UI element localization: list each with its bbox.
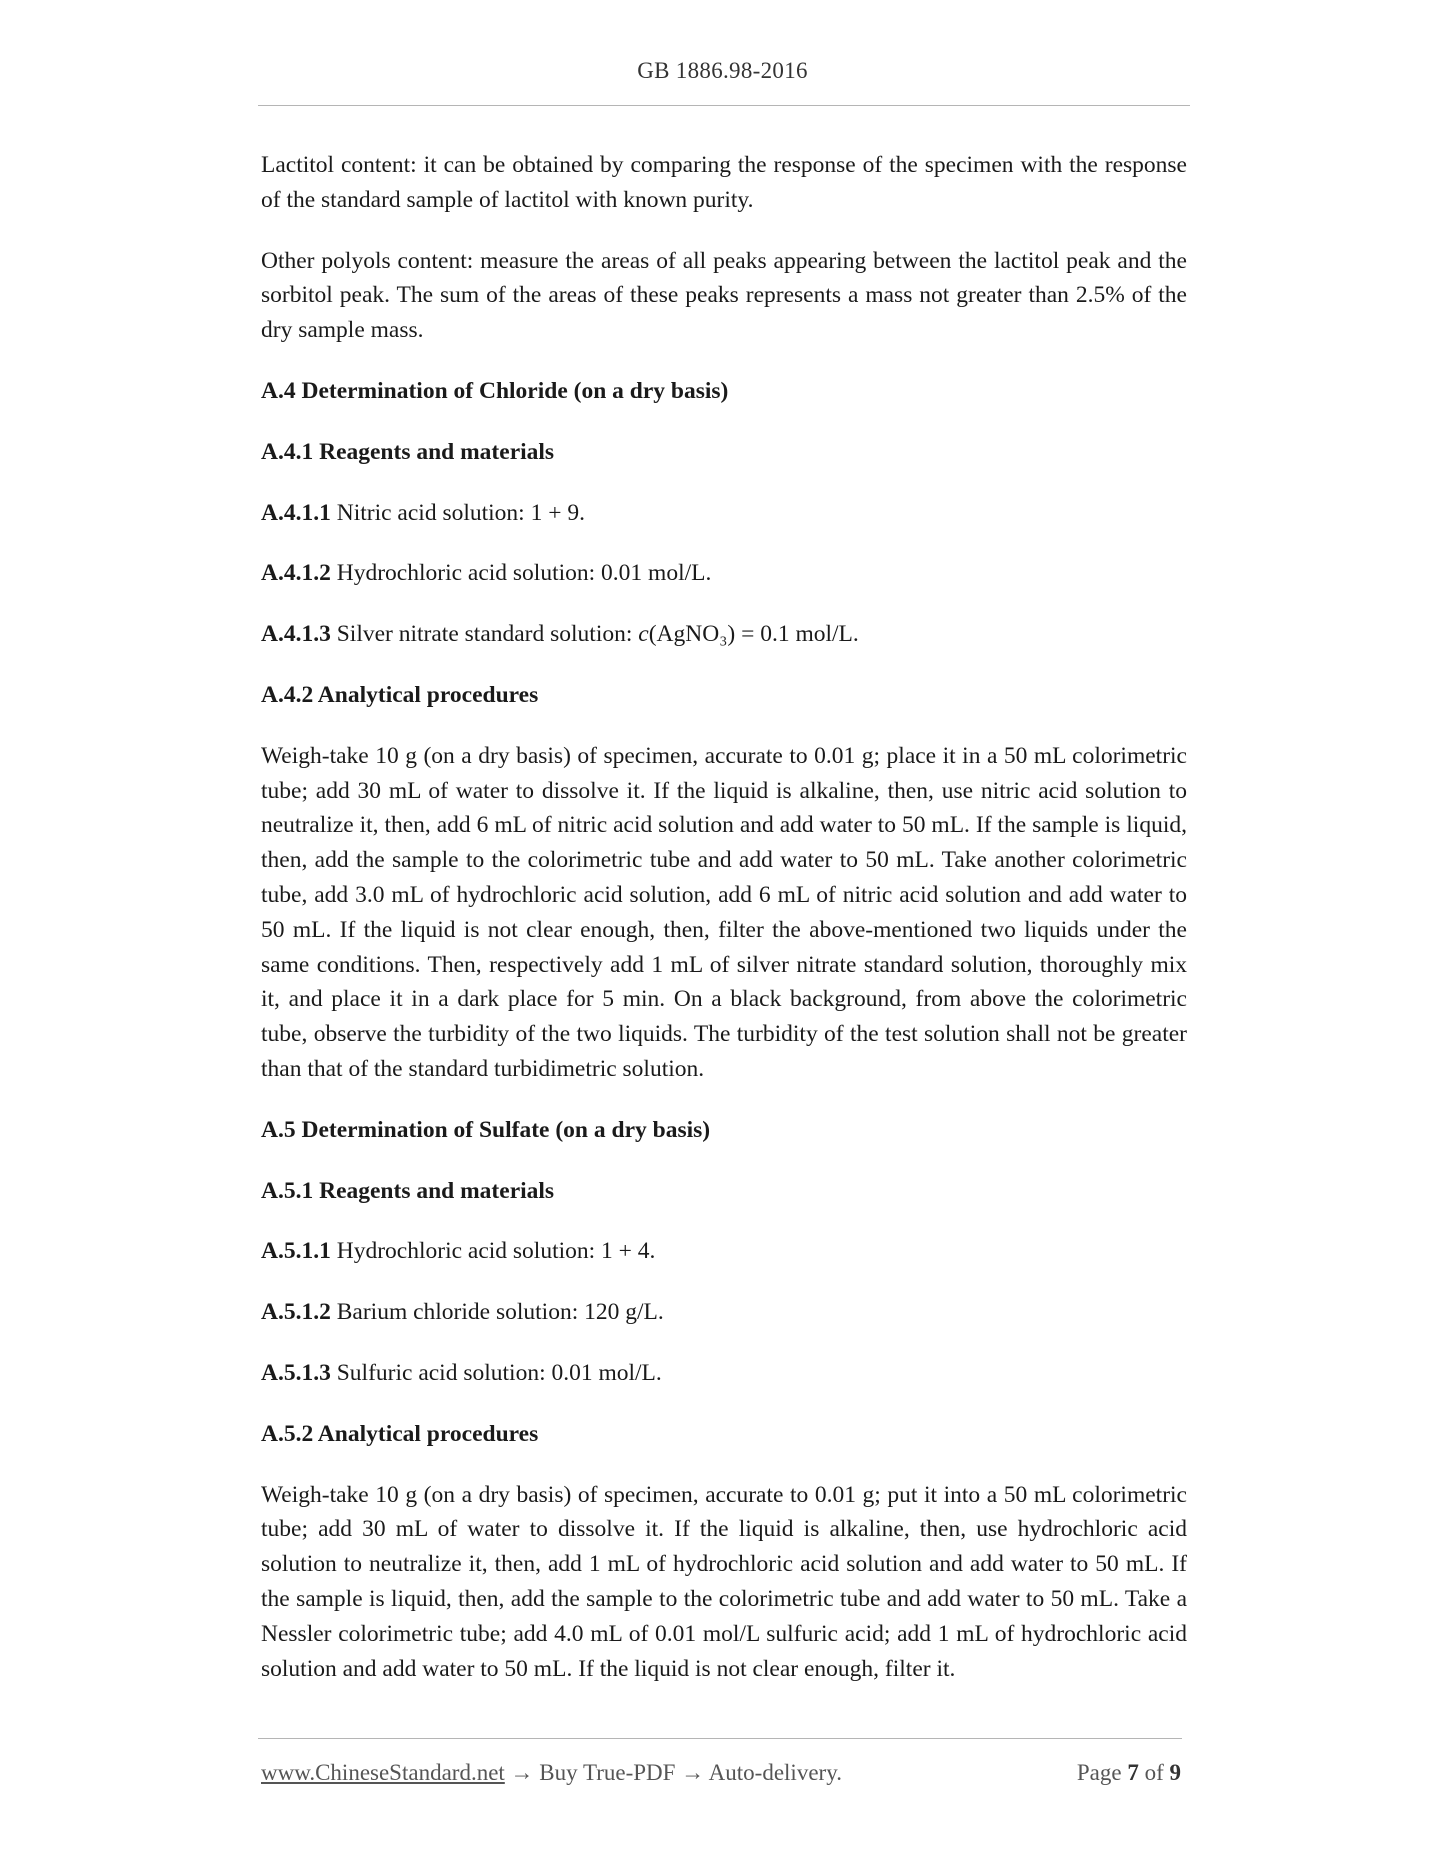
item-text: Nitric acid solution: 1 + 9. [330, 499, 585, 526]
paragraph-other-polyols: Other polyols content: measure the areas of all peaks appearing between the lactitol peak and the sorbitol peak. The sum of the areas of these peaks represents a mass not greater than 2.5% of the dry sample mass. [261, 247, 1187, 344]
header-divider [258, 105, 1190, 106]
heading-a4: A.4 Determination of Chloride (on a dry basis) [261, 377, 729, 404]
paragraph-a42-procedure: Weigh-take 10 g (on a dry basis) of specimen, accurate to 0.01 g; place it in a 50 mL colorimetric tube; add 30 mL of water to dissolve it. If the liquid is alkaline, then, use nitric acid solution to neutralize it, then, add 6 mL of nitric acid solution and add water to 50 mL. If the sample is liquid, then, add the sample to the colorimetric tube and add water to 50 mL. Take another colorimetric tube, add 3.0 mL of hydrochloric acid solution, add 6 mL of nitric acid solution and add water to 50 mL. If the liquid is not clear enough, then, filter the above-mentioned two liquids under the same conditions. Then, respectively add 1 mL of silver nitrate standard solution, thoroughly mix it, and place it in a dark place for 5 min. On a black background, from above the colorimetric tube, observe the turbidity of the two liquids. The turbidity of the test solution shall not be greater than that of the standard turbidimetric solution. [261, 742, 1187, 1082]
item-a511 [261, 1234, 1187, 1269]
paragraph-a52-procedure: Weigh-take 10 g (on a dry basis) of specimen, accurate to 0.01 g; put it into a 50 mL colorimetric tube; add 30 mL of water to dissolve it. If the liquid is alkaline, then, use hydrochloric acid solution to neutralize it, then, add 1 mL of hydrochloric acid solution and add water to 50 mL. If the sample is liquid, then, add the sample to the colorimetric tube and add water to 50 mL. Take a Nessler colorimetric tube; add 4.0 mL of 0.01 mol/L sulfuric acid; add 1 mL of hydrochloric acid solution and add water to 50 mL. If the liquid is not clear enough, filter it. [261, 1481, 1187, 1682]
heading-a52: A.5.2 Analytical procedures [261, 1420, 539, 1447]
page-word: Page [1076, 1760, 1128, 1785]
footer-promo [261, 1760, 842, 1786]
arrow-right-icon: → [675, 1760, 709, 1785]
heading-a51: A.5.1 Reagents and materials [261, 1177, 555, 1204]
item-a513 [261, 1356, 1187, 1391]
item-a413 [261, 617, 1187, 652]
item-text: Hydrochloric acid solution: 0.01 mol/L. [330, 560, 712, 587]
item-text: Hydrochloric acid solution: 1 + 4. [330, 1238, 656, 1265]
item-label: A.5.1.1 [261, 1238, 331, 1265]
paragraph-lactitol-content: Lactitol content: it can be obtained by comparing the response of the specimen with the response of the standard sample of lactitol with known purity. [261, 152, 1187, 213]
item-text: Barium chloride solution: 120 g/L. [330, 1299, 664, 1326]
header-standard-code: GB 1886.98-2016 [637, 58, 808, 83]
item-a412 [261, 556, 1187, 591]
heading-a42: A.4.2 Analytical procedures [261, 681, 539, 708]
item-label: A.5.1.2 [261, 1299, 331, 1326]
item-text: Sulfuric acid solution: 0.01 mol/L. [330, 1359, 662, 1386]
page-current: 7 [1127, 1760, 1139, 1785]
footer-divider [258, 1738, 1182, 1739]
delivery-text: Auto-delivery. [708, 1760, 842, 1785]
heading-a5: A.5 Determination of Sulfate (on a dry basis) [261, 1116, 711, 1143]
page-total: 9 [1169, 1760, 1181, 1785]
heading-a41: A.4.1 Reagents and materials [261, 438, 555, 465]
buy-text: Buy True-PDF [539, 1760, 676, 1785]
item-a512 [261, 1295, 1187, 1330]
item-italic-symbol: c [638, 621, 649, 648]
item-label: A.4.1.1 [261, 499, 331, 526]
item-text-suffix: (AgNO₃) = 0.1 mol/L. [648, 621, 859, 648]
item-label: A.4.1.2 [261, 560, 331, 587]
arrow-right-icon: → [504, 1760, 540, 1785]
item-label: A.4.1.3 [261, 621, 331, 648]
item-label: A.5.1.3 [261, 1359, 331, 1386]
item-a411 [261, 496, 1187, 531]
page-content [261, 148, 1187, 1712]
page-number [1077, 1760, 1181, 1786]
of-word: of [1138, 1760, 1170, 1785]
site-link[interactable]: www.ChineseStandard.net [261, 1760, 505, 1785]
item-text: Silver nitrate standard solution: [330, 621, 639, 648]
